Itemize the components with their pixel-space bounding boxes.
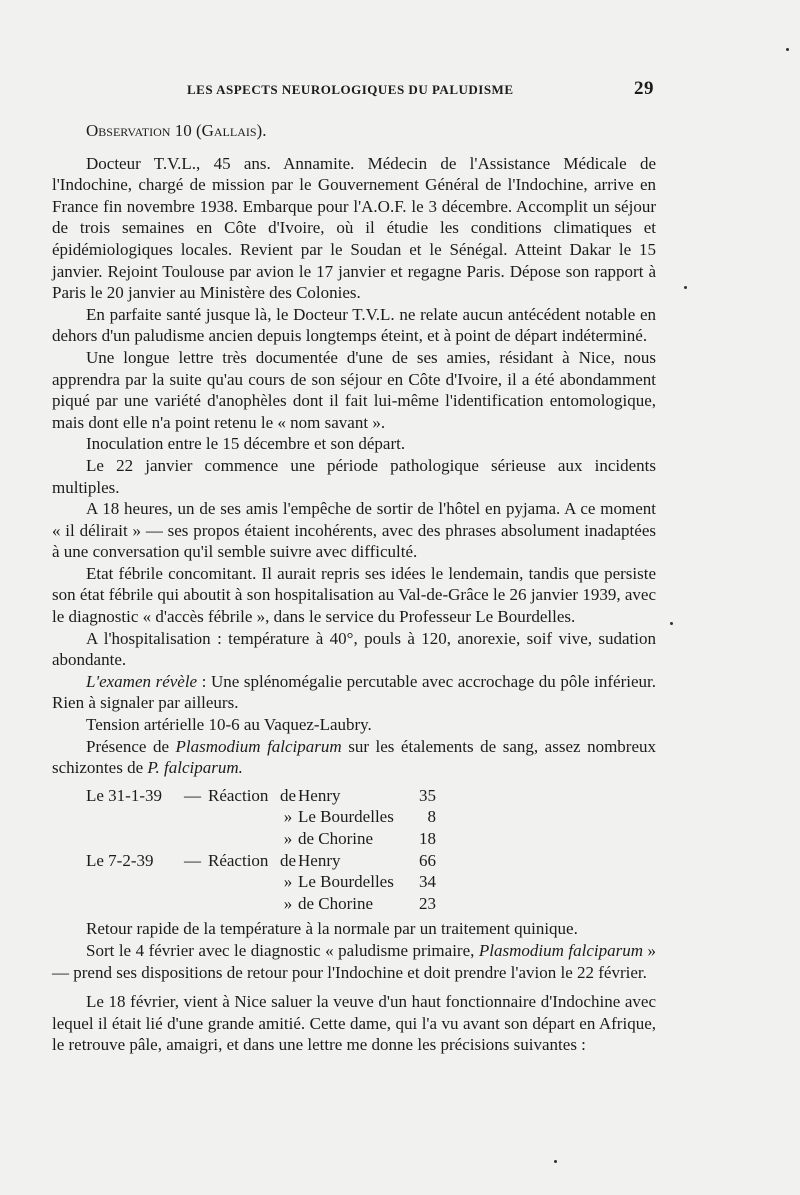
print-speck xyxy=(786,48,789,51)
reaction-name: de Chorine xyxy=(298,893,374,913)
observation-name: (Gallais). xyxy=(195,121,267,140)
reaction-mark: » xyxy=(283,872,293,892)
reaction-value: 18 xyxy=(419,829,436,848)
reaction-row xyxy=(86,871,436,893)
paragraph: Etat fébrile concomitant. Il aurait repris ses idées le lendemain, tandis que persiste son état fébrile qui aboutit à son hospitalisation au Val-de-Grâce le 26 janvier 1939, avec le diagnostic « d'accès fébrile », dans le service du Professeur Le Bourdelles. xyxy=(52,563,656,627)
observation-number: 10 xyxy=(174,121,192,140)
reaction-date xyxy=(86,893,184,915)
reaction-dash xyxy=(184,828,208,850)
reaction-name: Henry xyxy=(298,850,341,870)
paragraph: Une longue lettre très documentée d'une de ses amies, résidant à Nice, nous apprendra par la suite qu'au cours de son séjour en Côte d'Ivoire, il a été abondamment piqué par une variété d'anophèles dont il fait lui-même l'identification entomologique, mais dont elle n'a point retenu le « nom savant ». xyxy=(52,347,656,432)
reaction-mark: » xyxy=(283,893,293,913)
reaction-mark: de xyxy=(279,785,297,805)
reaction-mark: » xyxy=(283,829,293,848)
reaction-value: 23 xyxy=(419,893,436,913)
page-number: 29 xyxy=(634,78,654,99)
reaction-label xyxy=(208,871,278,893)
print-speck xyxy=(554,1160,557,1163)
reaction-date: Le 7-2-39 xyxy=(86,850,154,870)
observation-heading xyxy=(52,120,656,142)
paragraph: Le 22 janvier commence une période pathologique sérieuse aux incidents multiples. xyxy=(52,455,656,497)
reaction-date xyxy=(86,806,184,828)
running-title: LES ASPECTS NEUROLOGIQUES DU PALUDISME xyxy=(187,82,514,97)
species-name: Plasmodium falciparum xyxy=(478,940,643,960)
reaction-dash: — xyxy=(184,785,201,805)
reaction-label xyxy=(208,893,278,915)
print-speck xyxy=(670,622,673,625)
paragraph: A l'hospitalisation : température à 40°, pouls à 120, anorexie, soif vive, sudation abondante. xyxy=(52,628,656,670)
reaction-dash xyxy=(184,871,208,893)
paragraph: Docteur T.V.L., 45 ans. Annamite. Médecin de l'Assistance Médicale de l'Indochine, chargé de mission par le Gouvernement Général de l'Indochine, arrive en France fin novembre 1938. Embarque pour l'A.O.F. le 3 décembre. Accomplit un séjour de trois semaines en Côte d'Ivoire, où il étudie les conditions climatiques et épidémiologiques locales. Revient par le Soudan et le Sénégal. Atteint Dakar le 15 janvier. Rejoint Toulouse par avion le 17 janvier et regagne Paris. Dépose son rapport à Paris le 20 janvier au Ministère des Colonies. xyxy=(52,153,656,303)
reactions-table xyxy=(86,785,436,915)
reaction-dash xyxy=(184,893,208,915)
reaction-value: 66 xyxy=(419,850,436,870)
reaction-dash xyxy=(184,806,208,828)
species-abbr: P. falciparum. xyxy=(147,758,243,778)
reaction-row xyxy=(86,828,436,850)
reaction-row xyxy=(86,785,436,807)
paragraph: Tension artérielle 10-6 au Vaquez-Laubry. xyxy=(86,715,372,735)
reaction-name: de Chorine xyxy=(298,829,374,848)
body-text xyxy=(52,120,656,1056)
reaction-value: 35 xyxy=(419,785,436,805)
reaction-label xyxy=(208,828,278,850)
paragraph: A 18 heures, un de ses amis l'empêche de sortir de l'hôtel en pyjama. A ce moment « il délirait » — ses propos étaient incohérents, avec des phrases absolument inadaptées à une conversation qu'il semble suivre avec difficulté. xyxy=(52,499,656,562)
print-speck xyxy=(684,286,687,289)
reaction-date: Le 31-1-39 xyxy=(86,785,163,805)
reaction-mark: de xyxy=(279,850,297,870)
reaction-label: Réaction xyxy=(208,785,269,805)
paragraph: Retour rapide de la température à la normale par un traitement quinique. xyxy=(86,919,578,939)
reaction-row xyxy=(86,893,436,915)
reaction-mark: » xyxy=(283,807,293,827)
reaction-row xyxy=(86,806,436,828)
reaction-label xyxy=(208,806,278,828)
reaction-date xyxy=(86,828,184,850)
paragraph: Sort le 4 février avec le diagnostic « paludisme primaire, Plasmodium falciparum » — prend ses dispositions de retour pour l'Indochine et doit prendre l'avion le 22 février. xyxy=(52,940,656,982)
reaction-name: Le Bourdelles xyxy=(298,872,394,892)
paragraph: L'examen révèle : Une splénomégalie percutable avec accrochage du pôle inférieur. Rien à signaler par ailleurs. xyxy=(52,671,656,713)
observation-label: Observation xyxy=(86,121,171,140)
paragraph: En parfaite santé jusque là, le Docteur T.V.L. ne relate aucun antécédent notable en dehors d'un paludisme ancien depuis longtemps éteint, et à point de départ indéterminé. xyxy=(52,304,656,346)
reaction-label: Réaction xyxy=(208,850,269,870)
paragraph: Le 18 février, vient à Nice saluer la veuve d'un haut fonctionnaire d'Indochine avec lequel il était lié d'une grande amitié. Cette dame, qui l'a vu avant son départ en Afrique, le retrouve pâle, amaigri, et dans une lettre me donne les précisions suivantes : xyxy=(52,992,656,1055)
reaction-value: 34 xyxy=(419,872,436,892)
examen-label: L'examen révèle xyxy=(86,671,198,691)
reaction-name: Le Bourdelles xyxy=(298,807,394,827)
reaction-date xyxy=(86,871,184,893)
reaction-name: Henry xyxy=(298,785,341,805)
species-name: Plasmodium falciparum xyxy=(175,736,342,756)
paragraph: Présence de Plasmodium falciparum sur les étalements de sang, assez nombreux schizontes de P. falciparum. xyxy=(52,736,656,778)
reaction-row xyxy=(86,850,436,872)
reaction-value: 8 xyxy=(427,807,436,827)
paragraph: Inoculation entre le 15 décembre et son départ. xyxy=(86,434,406,454)
reaction-dash: — xyxy=(184,850,201,870)
